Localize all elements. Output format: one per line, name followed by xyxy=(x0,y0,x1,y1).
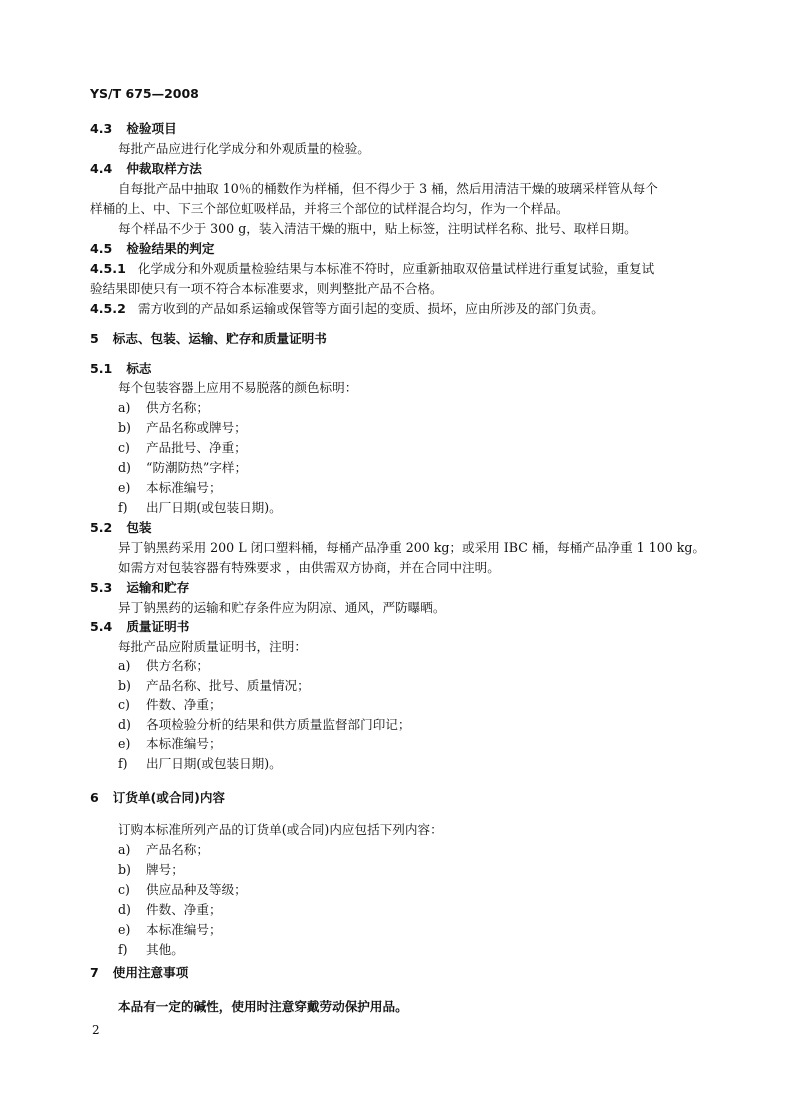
list-item xyxy=(118,736,222,752)
list-item xyxy=(118,862,184,878)
list-marker: a) xyxy=(118,400,131,415)
clause-4-5-1 xyxy=(90,261,654,277)
section-number: 4.3 xyxy=(90,121,113,136)
section-title: 使用注意事项 xyxy=(112,965,189,980)
list-item xyxy=(118,902,222,918)
section-number: 5.1 xyxy=(90,361,113,376)
list-item xyxy=(118,697,222,713)
paragraph: 样桶的上、中、下三个部位虹吸样品，并将三个部位的试样混合均匀，作为一个样品。 xyxy=(90,201,569,216)
clause-number: 4.5.1 xyxy=(90,261,126,276)
list-item-text: 其他。 xyxy=(146,942,184,957)
list-item xyxy=(118,500,282,516)
paragraph: 验结果即使只有一项不符合本标准要求，则判整批产品不合格。 xyxy=(90,281,443,296)
section-title: 订货单(或合同)内容 xyxy=(112,790,226,805)
list-item-text: 本标准编号； xyxy=(146,736,222,752)
paragraph: 每批产品应附质量证明书，注明： xyxy=(118,639,307,654)
clause-number: 4.5.2 xyxy=(90,301,126,316)
list-item xyxy=(118,942,184,958)
list-item-text: 供方名称； xyxy=(146,658,209,673)
section-title: 检验结果的判定 xyxy=(126,241,215,256)
list-item xyxy=(118,400,209,416)
list-marker: e) xyxy=(118,922,131,937)
list-item-text: 供方名称； xyxy=(146,400,209,415)
section-5-4-heading xyxy=(90,619,189,635)
paragraph: 订购本标准所列产品的订货单(或合同)内应包括下列内容： xyxy=(118,822,443,837)
list-item xyxy=(118,756,282,772)
section-5-heading xyxy=(90,331,327,347)
section-title: 仲裁取样方法 xyxy=(126,161,202,176)
list-item xyxy=(118,480,222,496)
list-item-text: 牌号； xyxy=(146,862,184,877)
section-title: 标志、包装、运输、贮存和质量证明书 xyxy=(112,331,327,346)
section-number: 5.3 xyxy=(90,580,113,595)
list-item-text: 件数、净重； xyxy=(146,902,222,917)
list-item xyxy=(118,420,247,436)
list-item xyxy=(118,460,247,476)
list-item-text: “防潮防热”字样； xyxy=(146,460,248,475)
section-title: 标志 xyxy=(126,361,152,376)
list-marker: a) xyxy=(118,658,131,673)
clause-text: 化学成分和外观质量检验结果与本标准不符时，应重新抽取双倍量试样进行重复试验，重复试 xyxy=(137,261,655,276)
section-4-3-heading xyxy=(90,121,177,137)
list-marker: f) xyxy=(118,756,128,771)
section-title: 检验项目 xyxy=(126,121,177,136)
list-item-text: 产品名称； xyxy=(146,842,209,857)
list-item-text: 出厂日期(或包装日期)。 xyxy=(146,500,282,515)
list-marker: f) xyxy=(118,942,128,957)
list-item xyxy=(118,678,310,694)
section-title: 运输和贮存 xyxy=(126,580,190,595)
list-marker: d) xyxy=(118,716,131,732)
paragraph: 本品有一定的碱性，使用时注意穿戴劳动保护用品。 xyxy=(118,999,408,1014)
paragraph: 每个样品不少于 300 g，装入清洁干燥的瓶中，贴上标签，注明试样名称、批号、取样日期。 xyxy=(118,221,637,236)
paragraph: 自每批产品中抽取 10％的桶数作为样桶，但不得少于 3 桶，然后用清洁干燥的玻璃采样管从每个 xyxy=(118,181,658,196)
list-item-text: 本标准编号； xyxy=(146,480,222,495)
list-marker: a) xyxy=(118,842,131,857)
list-item-text: 各项检验分析的结果和供方质量监督部门印记； xyxy=(146,716,411,732)
section-4-5-heading xyxy=(90,241,214,257)
list-item xyxy=(118,922,222,938)
section-5-2-heading xyxy=(90,520,152,536)
section-7-heading xyxy=(90,965,188,981)
paragraph: 异丁钠黑药的运输和贮存条件应为阴凉、通风，严防曝晒。 xyxy=(118,600,446,615)
list-item xyxy=(118,658,209,674)
document-code: YS/T 675—2008 xyxy=(90,86,199,101)
section-number: 4.4 xyxy=(90,161,113,176)
section-number: 5.2 xyxy=(90,520,113,535)
list-marker: c) xyxy=(118,440,130,455)
list-marker: b) xyxy=(118,862,131,877)
list-item-text: 产品批号、净重； xyxy=(146,440,247,455)
list-item xyxy=(118,842,209,858)
section-number: 5.4 xyxy=(90,619,113,634)
list-item xyxy=(118,717,410,733)
section-6-heading xyxy=(90,790,225,806)
clause-4-5-2 xyxy=(90,301,604,317)
list-marker: d) xyxy=(118,902,131,917)
paragraph: 如需方对包装容器有特殊要求 ，由供需双方协商，并在合同中注明。 xyxy=(118,560,500,575)
list-marker: c) xyxy=(118,697,130,713)
list-marker: e) xyxy=(118,736,131,752)
paragraph: 每个包装容器上应用不易脱落的颜色标明： xyxy=(118,380,358,395)
section-4-4-heading xyxy=(90,161,202,177)
section-title: 包装 xyxy=(126,520,152,535)
paragraph: 每批产品应进行化学成分和外观质量的检验。 xyxy=(118,141,370,156)
list-marker: b) xyxy=(118,420,131,435)
list-item xyxy=(118,882,247,898)
section-number: 6 xyxy=(90,790,99,805)
section-5-1-heading xyxy=(90,361,152,377)
section-title: 质量证明书 xyxy=(126,619,190,634)
section-number: 5 xyxy=(90,331,99,346)
list-item-text: 供应品种及等级； xyxy=(146,882,247,897)
section-5-3-heading xyxy=(90,580,189,596)
list-item-text: 产品名称或牌号； xyxy=(146,420,247,435)
list-marker: f) xyxy=(118,500,128,515)
list-item-text: 出厂日期(或包装日期)。 xyxy=(146,756,282,771)
section-number: 4.5 xyxy=(90,241,113,256)
list-marker: b) xyxy=(118,677,131,693)
list-item-text: 本标准编号； xyxy=(146,922,222,937)
page-number: 2 xyxy=(92,1023,100,1037)
list-item xyxy=(118,440,247,456)
list-marker: c) xyxy=(118,882,130,897)
clause-text: 需方收到的产品如系运输或保管等方面引起的变质、损坏，应由所涉及的部门负责。 xyxy=(137,301,604,316)
list-marker: d) xyxy=(118,460,131,475)
list-item-text: 产品名称、批号、质量情况； xyxy=(146,677,310,693)
list-marker: e) xyxy=(118,480,131,495)
paragraph: 异丁钠黑药采用 200 L 闭口塑料桶，每桶产品净重 200 kg；或采用 IBC 桶，每桶产品净重 1 100 kg。 xyxy=(118,540,706,555)
section-number: 7 xyxy=(90,965,99,980)
list-item-text: 件数、净重； xyxy=(146,697,222,713)
